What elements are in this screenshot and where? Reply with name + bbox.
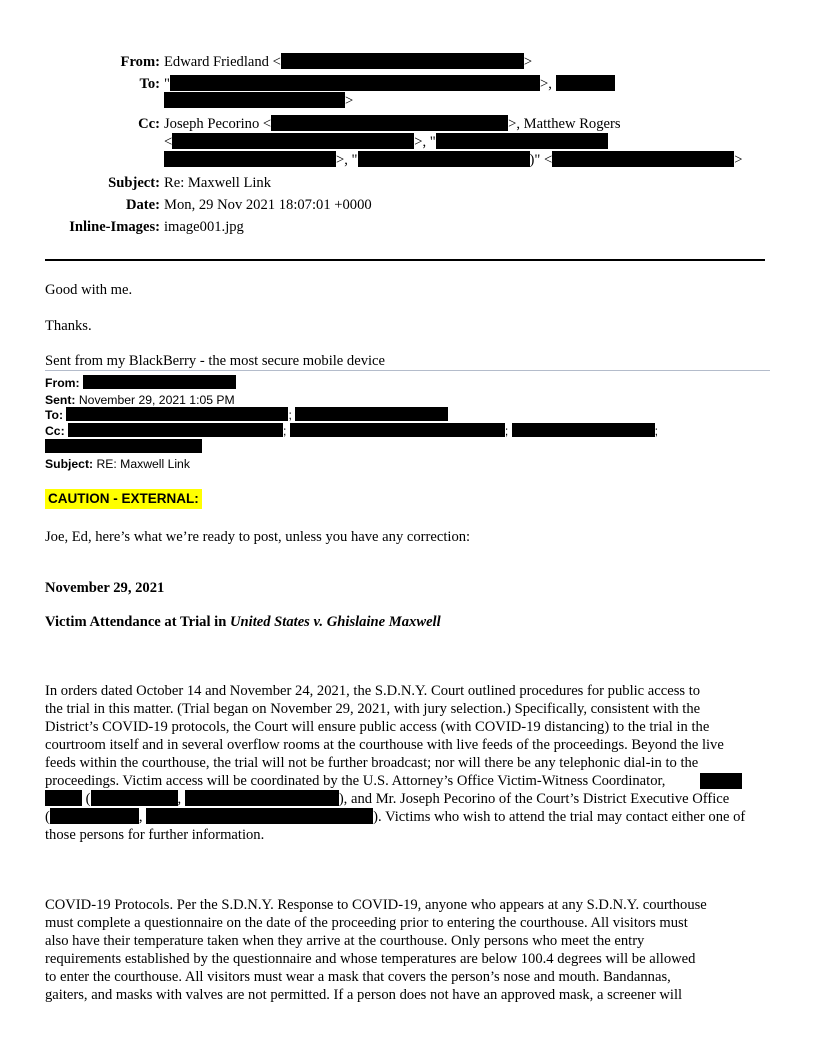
redaction bbox=[436, 133, 608, 149]
intro-text: Joe, Ed, here’s what we’re ready to post, unless you have any correction: bbox=[45, 529, 471, 545]
quote-divider bbox=[45, 370, 770, 371]
post-title-prefix: Victim Attendance at Trial in bbox=[45, 614, 230, 630]
inline-images-label: Inline-Images: bbox=[69, 219, 160, 235]
cc-name: Joseph Pecorino < bbox=[164, 116, 272, 132]
redaction bbox=[66, 407, 288, 421]
fwd-cc: Cc: ; ; ; bbox=[45, 424, 658, 438]
from-name: Edward Friedland < bbox=[164, 54, 281, 70]
fwd-cc-cont bbox=[45, 439, 202, 455]
subject-label: Subject: bbox=[108, 175, 160, 191]
post-title-case: United States v. Ghislaine Maxwell bbox=[229, 614, 441, 630]
para1-text: ). Victims who wish to attend the trial may contact either one of bbox=[373, 809, 746, 825]
reply-line: Thanks. bbox=[45, 318, 92, 334]
para1-line: those persons for further information. bbox=[45, 827, 265, 843]
fwd-subject bbox=[45, 456, 190, 472]
date-label: Date: bbox=[125, 197, 160, 213]
cc-label: Cc: bbox=[138, 116, 160, 132]
para2-line: gaiters, and masks with valves are not permitted. If a person does not have an approved mask, a screener will bbox=[45, 987, 683, 1003]
caution-banner: CAUTION - EXTERNAL: bbox=[45, 489, 202, 509]
fwd-to-label: To: bbox=[45, 408, 64, 422]
to-value-cont: > bbox=[164, 92, 353, 110]
fwd-to: To: ; bbox=[45, 407, 448, 423]
redaction bbox=[700, 773, 742, 789]
header-divider bbox=[45, 259, 765, 261]
fwd-from-label: From: bbox=[45, 376, 80, 390]
redaction bbox=[164, 151, 336, 167]
fwd-subject-label: Subject: bbox=[45, 457, 94, 471]
para1-line: In orders dated October 14 and November 24, 2021, the S.D.N.Y. Court outlined procedures for public access to bbox=[45, 683, 701, 699]
subject-value: Re: Maxwell Link bbox=[164, 175, 272, 191]
post-date-heading: November 29, 2021 bbox=[45, 580, 165, 596]
redaction bbox=[271, 115, 508, 131]
fwd-cc-label: Cc: bbox=[45, 424, 65, 438]
para2-line: COVID-19 Protocols. Per the S.D.N.Y. Response to COVID-19, anyone who appears at any S.D.N.Y. courthouse bbox=[45, 897, 707, 913]
para1-text: proceedings. Victim access will be coordinated by the U.S. Attorney’s Office Victim-Witness Coordinator, bbox=[45, 773, 666, 789]
redaction bbox=[83, 375, 236, 389]
para1-line: feeds within the courthouse, the trial will not be further broadcast; nor will there be any telephonic dial-in to the bbox=[45, 755, 699, 771]
para1-line: District’s COVID-19 protocols, the Court will ensure public access (with COVID-19 distancing) to the trial in the bbox=[45, 719, 710, 735]
signature: Sent from my BlackBerry - the most secure mobile device bbox=[45, 353, 386, 369]
cc-value-cont: < >, " bbox=[164, 133, 608, 151]
redaction bbox=[45, 439, 202, 453]
redaction bbox=[358, 151, 530, 167]
cc-name: >, Matthew Rogers bbox=[508, 116, 621, 132]
cc-value-cont: >, " )" < > bbox=[164, 151, 742, 169]
para1-text: ), and Mr. Joseph Pecorino of the Court’s District Executive Office bbox=[338, 791, 730, 807]
redaction bbox=[164, 92, 345, 108]
para2-line: to enter the courthouse. All visitors must wear a mask that covers the person’s nose and mouth. Bandannas, bbox=[45, 969, 671, 985]
para1-line: the trial in this matter. (Trial began on November 29, 2021, with jury selection.) Specifically, consistent with the bbox=[45, 701, 701, 717]
inline-images-link[interactable]: image001.jpg bbox=[164, 219, 244, 235]
to-label: To: bbox=[139, 76, 160, 92]
fwd-sent-value: November 29, 2021 1:05 PM bbox=[78, 393, 235, 407]
para1-line bbox=[45, 772, 665, 790]
para2-line: must complete a questionnaire on the date of the proceeding prior to entering the courthouse. All visitors must bbox=[45, 915, 688, 931]
redaction bbox=[512, 423, 655, 437]
redaction bbox=[170, 75, 540, 91]
redaction bbox=[290, 423, 505, 437]
para2-line: requirements established by the questionnaire and whose temperatures are below 100.4 degrees will be allowed bbox=[45, 951, 696, 967]
redaction bbox=[552, 151, 734, 167]
cc-value bbox=[164, 115, 621, 133]
redaction bbox=[281, 53, 524, 69]
reply-line: Good with me. bbox=[45, 282, 133, 298]
para1-line: ( , ). Victims who wish to attend the trial may contact either one of bbox=[45, 809, 746, 825]
redaction bbox=[91, 790, 178, 806]
from-label: From: bbox=[120, 54, 160, 70]
redaction bbox=[146, 808, 373, 824]
fwd-from bbox=[45, 375, 236, 391]
redaction bbox=[68, 423, 283, 437]
para1-line: ( , ), and Mr. Joseph Pecorino of the Court’s District Executive Office bbox=[45, 790, 729, 808]
post-title bbox=[45, 613, 441, 631]
to-value: " >, bbox=[164, 75, 615, 93]
redaction bbox=[50, 808, 139, 824]
fwd-subject-value: RE: Maxwell Link bbox=[96, 457, 190, 471]
redaction bbox=[185, 790, 339, 806]
fwd-sent-label: Sent: bbox=[45, 393, 76, 407]
date-value: Mon, 29 Nov 2021 18:07:01 +0000 bbox=[164, 197, 372, 213]
para2-line: also have their temperature taken when they arrive at the courthouse. Only persons who meet the entry bbox=[45, 933, 645, 949]
para1-line: courtroom itself and in several overflow rooms at the courthouse with live feeds of the proceedings. Beyond the live bbox=[45, 737, 724, 753]
redaction bbox=[172, 133, 414, 149]
from-value: Edward Friedland < > bbox=[164, 54, 533, 70]
fwd-sent bbox=[45, 392, 235, 408]
redaction bbox=[295, 407, 448, 421]
redaction bbox=[556, 75, 615, 91]
redaction bbox=[45, 790, 82, 806]
